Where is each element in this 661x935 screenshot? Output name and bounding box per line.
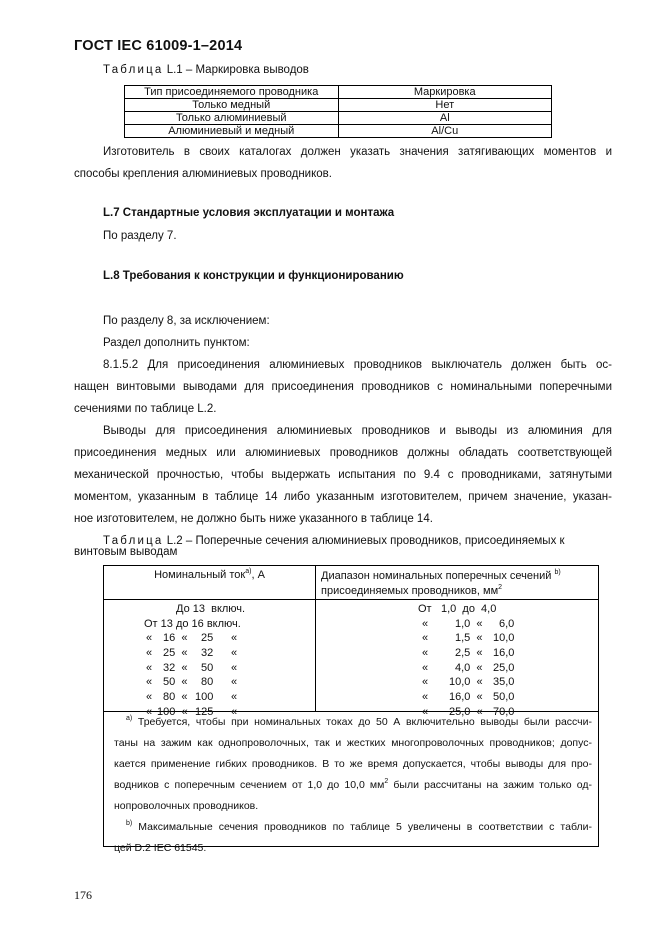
unit-exponent: 2 (498, 584, 503, 591)
table-cell: 1,0 « (455, 617, 483, 630)
ditto-mark: « (146, 691, 153, 704)
table-cell: 25,0 (493, 661, 515, 674)
table-l1 (124, 85, 552, 138)
document-title: ГОСТ IEC 61009-1–2014 (74, 38, 243, 54)
footnote-mark: a) (126, 715, 133, 722)
table-cell: 6,0 (499, 617, 515, 630)
ditto-mark: « (231, 705, 238, 718)
ditto-mark: « (422, 632, 429, 645)
table-l2-caption (103, 530, 612, 553)
table-cell: Алюминиевый и медный (125, 125, 339, 138)
table-row (316, 661, 600, 676)
ditto-mark: « (146, 705, 153, 718)
table-cell: 16,0 (493, 647, 515, 660)
paragraph-line: Изготовитель в своих каталогах должен указать значения затягивающих моментов и (103, 146, 612, 158)
paragraph-line: нащен винтовыми выводами для присоединения проводников с номинальными поперечными (74, 381, 612, 393)
footnote-b-line: $^{b)}$ Максимальные сечения проводников по таблице 5 увеличены в соответствии с табли- (126, 820, 592, 833)
paragraph-line: способы крепления алюминиевых проводников. (74, 168, 332, 180)
header-section-line2: присоединяемых проводников, мм (321, 585, 499, 597)
ditto-mark: « (146, 632, 153, 645)
footnote-a-line: $^{a)}$ Требуется, чтобы при номинальных токах до 50 А включительно выводы были рассчи- (126, 715, 593, 728)
table-row (104, 675, 315, 690)
section-l8-intro: По разделу 8, за исключением: (103, 315, 270, 327)
table-row (104, 690, 315, 705)
table-l2-footnotes (114, 712, 592, 859)
unit-exponent: 2 (384, 778, 389, 785)
table-cell: 35,0 (493, 676, 515, 689)
table-row (316, 690, 600, 705)
table-cell: 32 (201, 647, 214, 660)
footnote-mark: b) (554, 569, 561, 576)
table-cell: 1,0 до 4,0 (441, 603, 497, 615)
table-l1-caption-text: L.1 – Маркировка выводов (166, 64, 309, 76)
table-row (104, 661, 315, 676)
table-cell: 125 (195, 705, 214, 718)
paragraph-line: сечениями по таблице L.2. (74, 403, 217, 415)
ditto-mark: « (422, 617, 429, 630)
table-cell: 25 « (163, 647, 188, 660)
section-l8-add: Раздел дополнить пунктом: (103, 337, 250, 349)
table-l2-caption-line2: винтовым выводам (74, 546, 178, 558)
footnote-mark: b) (126, 820, 133, 827)
table-l2-caption-text: L.2 – Поперечные сечения алюминиевых проводников, присоединяемых к (166, 535, 565, 547)
table-row (104, 631, 315, 646)
table-l1-caption-word: Таблица (103, 64, 164, 76)
table-cell: Только алюминиевый (125, 112, 339, 125)
table-cell: 100 « (157, 705, 188, 718)
table-l1-header-row (125, 86, 552, 99)
table-cell: 50,0 (493, 691, 515, 704)
footnote-a-line: таны на зажим как однопроволочных, так и жестких многопроволочных проводников; допус- (114, 737, 592, 749)
paragraph-line: ное изготовителем, не должно быть ниже указанного в таблице 14. (74, 513, 433, 525)
table-l2-caption-word: Таблица (103, 535, 164, 547)
header-divider (104, 599, 598, 600)
table-cell: 32 « (163, 661, 188, 674)
ditto-mark: « (146, 661, 153, 674)
footnote-a-line: кается применение гибких проводников. В то же время допускается, чтобы выводы для про- (114, 758, 592, 770)
table-row (316, 617, 600, 632)
table-cell: 25,0 « (449, 705, 483, 718)
paragraph-line: моментом, указанным в таблице 14 либо указанным изготовителем, причем значение, указан- (74, 491, 612, 503)
header-current-label: Номинальный ток (154, 569, 246, 581)
table-cell: 1,5 « (455, 632, 483, 645)
table-cell: 10,0 (493, 632, 515, 645)
table-l1-header-cell: Тип присоединяемого проводника (125, 86, 339, 99)
table-cell: 4,0 « (455, 661, 483, 674)
table-cell: 100 (195, 691, 214, 704)
table-cell: До 13 включ. (176, 603, 246, 615)
table-cell: Нет (338, 99, 552, 112)
table-row (316, 646, 600, 661)
header-current-unit: , А (251, 569, 265, 581)
ditto-mark: « (231, 647, 238, 660)
table-l1-header-cell: Маркировка (338, 86, 552, 99)
paragraph-line: механической прочностью, чтобы выдержать испытания по 9.4 с проводниками, затянутыми (74, 469, 612, 481)
table-row (104, 646, 315, 661)
table-cell: От 13 до 16 включ. (144, 617, 241, 630)
paragraph-line: Выводы для присоединения алюминиевых проводников и выводы из алюминия для (103, 425, 612, 437)
table-cell: 80 (201, 676, 214, 689)
table-cell: 16 « (163, 632, 188, 645)
table-l1-caption (103, 64, 309, 76)
ditto-mark: « (146, 676, 153, 689)
table-l2-header-current (104, 569, 315, 582)
ditto-mark: « (422, 647, 429, 660)
footnote-mark: a) (245, 568, 252, 575)
table-cell: Al (338, 112, 552, 125)
footnote-b-line: цей D.2 IEC 61545. (114, 842, 207, 854)
paragraph-line: присоединения медных или алюминиевых проводников должны обладать соответствующей (74, 447, 612, 459)
table-cell: 25 (201, 632, 214, 645)
table-cell: 2,5 « (455, 647, 483, 660)
table-cell: Al/Cu (338, 125, 552, 138)
table-cell: 70,0 (493, 705, 515, 718)
ditto-mark: « (231, 661, 238, 674)
ditto-mark: « (231, 632, 238, 645)
ditto-mark: « (422, 676, 429, 689)
paragraph-line: 8.1.5.2 Для присоединения алюминиевых проводников выключатель должен быть ос- (103, 359, 612, 371)
table-row (125, 125, 552, 138)
table-cell: От (418, 603, 432, 615)
section-heading-l8: L.8 Требования к конструкции и функционированию (103, 270, 404, 282)
table-cell: 16,0 « (449, 691, 483, 704)
table-row (316, 675, 600, 690)
table-l2-header-section (321, 569, 596, 599)
table-row (316, 602, 600, 617)
ditto-mark: « (422, 661, 429, 674)
ditto-mark: « (422, 691, 429, 704)
ditto-mark: « (422, 705, 429, 718)
table-row (316, 631, 600, 646)
table-cell: Только медный (125, 99, 339, 112)
table-cell: 50 « (163, 676, 188, 689)
section-heading-l7: L.7 Стандартные условия эксплуатации и монтажа (103, 207, 395, 219)
table-row (104, 617, 315, 632)
table-cell: 50 (201, 661, 214, 674)
table-cell: 10,0 « (449, 676, 483, 689)
footnote-a-line: водников с поперечным сечением от 1,0 до 10,0 $мм^2$ были рассчитаны на зажим только од- (114, 778, 592, 791)
header-section-line1: Диапазон номинальных поперечных сечений (321, 570, 552, 582)
table-row (104, 602, 315, 617)
section-l7-text: По разделу 7. (103, 230, 177, 242)
table-row (125, 112, 552, 125)
ditto-mark: « (231, 676, 238, 689)
page-number: 176 (74, 888, 92, 902)
table-l2-current-column (104, 602, 315, 720)
table-row (125, 99, 552, 112)
table-l2-section-column (316, 602, 600, 720)
ditto-mark: « (231, 691, 238, 704)
ditto-mark: « (146, 647, 153, 660)
table-l2 (103, 565, 599, 854)
footnote-a-line: нопроволочных проводников. (114, 800, 259, 812)
table-cell: 80 « (163, 691, 188, 704)
